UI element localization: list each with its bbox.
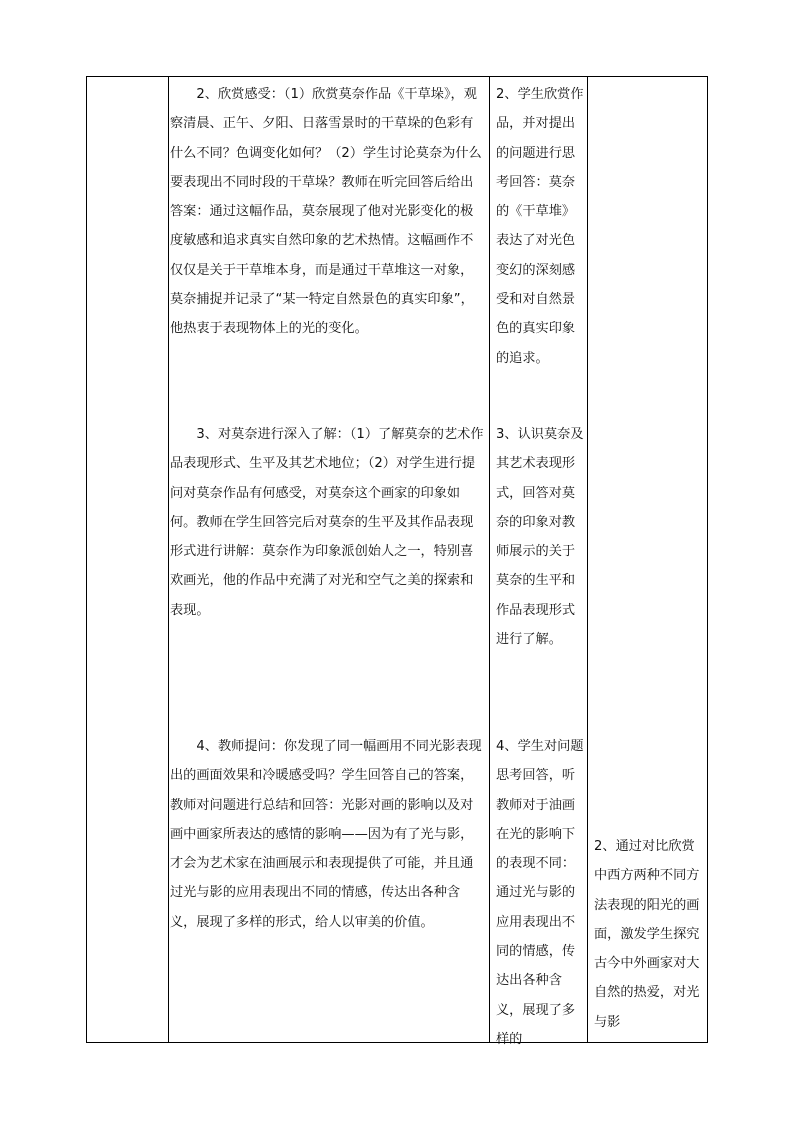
design-intent-cell [594, 832, 703, 1037]
teaching-content-cell [170, 80, 486, 344]
student-paragraph: 4、学生对问题思考回答，听教师对于油画在光的影响下的表现不同：通过光与影的应用表现出不同的情感，传达出各种含义，展现了多样的 [496, 739, 584, 1047]
teaching-content-cell [170, 420, 486, 625]
student-paragraph: 3、认识莫奈及其艺术表现形式，回答对莫奈的印象对教师展示的关于莫奈的生平和作品表现形式进行了解。 [496, 427, 584, 648]
teaching-content-cell [170, 732, 486, 937]
student-activity-cell [496, 420, 584, 654]
column-divider [587, 77, 588, 1042]
content-paragraph: 4、教师提问：你发现了同一幅画用不同光影表现出的画面效果和冷暖感受吗？学生回答自己的答案，教师对问题进行总结和回答：光影对画的影响以及对画中画家所表达的感情的影响——因为有了光与影，才会为艺术家在油画展示和表现提供了可能，并且通过光与影的应用表现出不同的情感，传达出各种含义，展现了多样的形式，给人以审美的价值。 [170, 739, 482, 930]
column-divider [489, 77, 490, 1042]
lesson-table [86, 76, 708, 1047]
content-paragraph: 2、欣赏感受：（1）欣赏莫奈作品《干草垛》，观察清晨、正午、夕阳、日落雪景时的干草垛的色彩有什么不同？色调变化如何？（2）学生讨论莫奈为什么要表现出不同时段的干草垛？教师在听完回答后给出答案：通过这幅作品，莫奈展现了他对光影变化的极度敏感和追求真实自然印象的艺术热情。这幅画作不仅仅是关于干草堆本身，而是通过干草堆这一对象，莫奈捕捉并记录了“某一特定自然景色的真实印象”，他热衷于表现物体上的光的变化。 [170, 87, 482, 337]
intent-paragraph: 2、通过对比欣赏中西方两种不同方法表现的阳光的画面，激发学生探究古今中外画家对大自然的热爱，对光与影 [594, 839, 700, 1030]
content-paragraph: 3、对莫奈进行深入了解：（1）了解莫奈的艺术作品表现形式、生平及其艺术地位；（2）对学生进行提问对莫奈作品有何感受，对莫奈这个画家的印象如何。教师在学生回答完后对莫奈的生平及其作品表现形式进行讲解：莫奈作为印象派创始人之一，特别喜欢画光，他的作品中充满了对光和空气之美的探索和表现。 [170, 427, 484, 618]
student-activity-cell [496, 732, 584, 1054]
column-divider [168, 77, 169, 1042]
student-paragraph: 2、学生欣赏作品，并对提出的问题进行思考回答：莫奈的《干草堆》表达了对光色变幻的深刻感受和对自然景色的真实印象的追求。 [496, 87, 584, 366]
student-activity-cell [496, 80, 584, 373]
